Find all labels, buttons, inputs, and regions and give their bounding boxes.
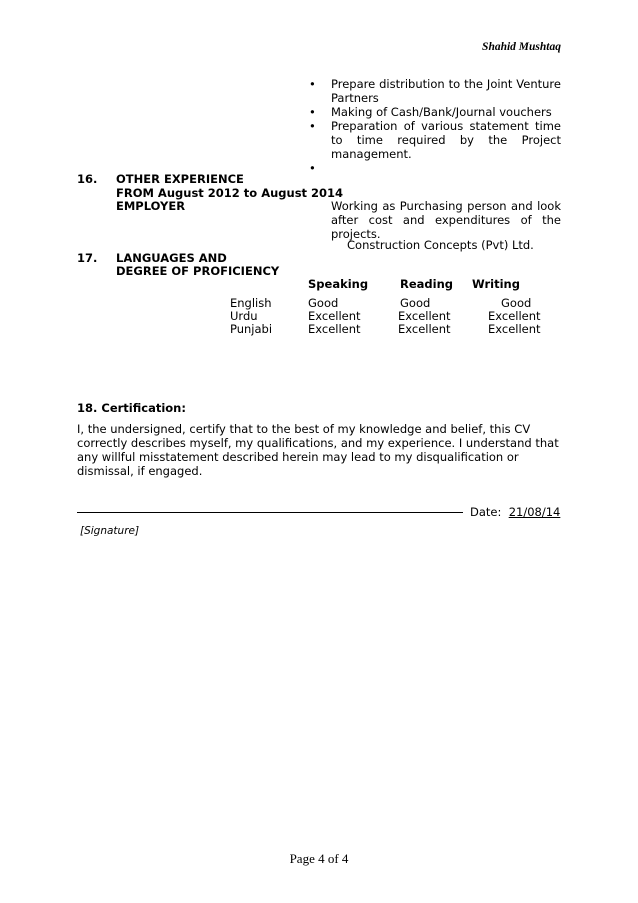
section-16-title: OTHER EXPERIENCE xyxy=(116,172,244,186)
language-writing: Good xyxy=(501,296,532,310)
section-16-period: FROM August 2012 to August 2014 xyxy=(116,186,344,200)
section-16-employer-label: EMPLOYER xyxy=(116,199,186,213)
section-17-subtitle: DEGREE OF PROFICIENCY xyxy=(116,264,280,278)
column-header-reading: Reading xyxy=(400,277,454,291)
language-reading: Excellent xyxy=(398,322,451,336)
page-number: Page 4 of 4 xyxy=(289,851,349,866)
list-item: • Preparation of various statement time to time required by the Project management. xyxy=(309,119,561,161)
language-speaking: Excellent xyxy=(308,309,361,323)
signature-label: [Signature] xyxy=(80,525,140,537)
language-writing: Excellent xyxy=(488,309,541,323)
section-17-number: 17. xyxy=(77,251,98,265)
certification-title: 18. Certification: xyxy=(77,401,186,415)
language-reading: Good xyxy=(400,296,431,310)
duties-list xyxy=(309,77,561,175)
list-item: • Making of Cash/Bank/Journal vouchers xyxy=(309,105,561,119)
column-header-writing: Writing xyxy=(472,277,520,291)
column-header-speaking: Speaking xyxy=(308,277,369,291)
section-16-employer: Construction Concepts (Pvt) Ltd. xyxy=(347,238,534,252)
language-name: Punjabi xyxy=(230,322,273,336)
date-label: Date: xyxy=(470,505,502,519)
language-speaking: Good xyxy=(308,296,339,310)
section-16-number: 16. xyxy=(77,172,98,186)
section-16-role: Working as Purchasing person and look after cost and expenditures of the projects. xyxy=(331,199,561,241)
certification-text: I, the undersigned, certify that to the best of my knowledge and belief, this CV correctly describes myself, my qualifications, and my experience. I understand that any willful misstatement described herein may lead to my disqualification or dismissal, if engaged. xyxy=(77,422,559,478)
language-writing: Excellent xyxy=(488,322,541,336)
language-name: English xyxy=(230,296,272,310)
language-speaking: Excellent xyxy=(308,322,361,336)
language-name: Urdu xyxy=(230,309,258,323)
list-item: • Prepare distribution to the Joint Venture Partners xyxy=(309,77,561,105)
header-name: Shahid Mushtaq xyxy=(482,41,561,53)
list-item xyxy=(309,161,561,175)
date-value: 21/08/14 xyxy=(508,505,561,519)
date-field xyxy=(470,505,560,519)
language-reading: Excellent xyxy=(398,309,451,323)
signature-line xyxy=(77,512,463,513)
section-17-title: LANGUAGES AND xyxy=(116,251,227,265)
